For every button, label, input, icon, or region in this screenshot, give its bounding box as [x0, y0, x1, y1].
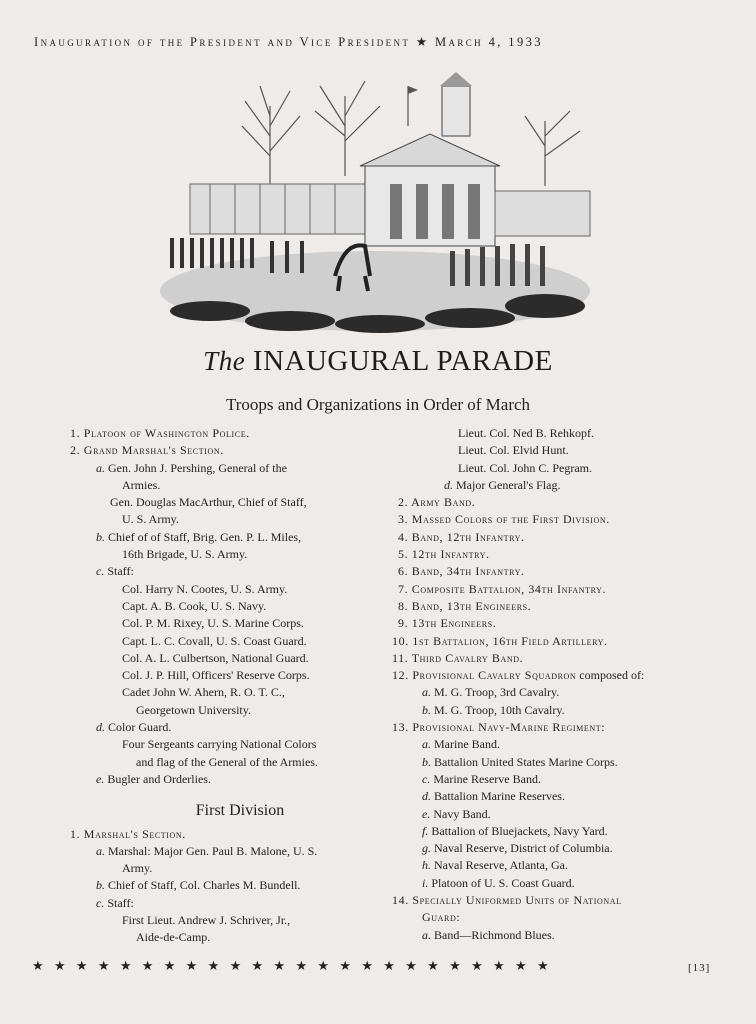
list-item: a. Band—Richmond Blues.: [422, 927, 555, 942]
list-item: Col. P. M. Rixey, U. S. Marine Corps.: [122, 616, 304, 631]
list-item: d. Major General's Flag.: [444, 477, 561, 492]
list-item: 2. Army Band.: [398, 495, 476, 510]
list-item: and flag of the General of the Armies.: [136, 754, 318, 769]
list-item: c. Marine Reserve Band.: [422, 771, 541, 786]
list-item: Georgetown University.: [136, 702, 251, 717]
list-item: a. Gen. John J. Pershing, General of the: [96, 460, 287, 475]
page-number: [13]: [688, 962, 711, 974]
right-column: [392, 425, 702, 944]
list-item: 14. Specially Uniformed Units of National: [392, 893, 622, 908]
list-item: 11. Third Cavalry Band.: [392, 650, 524, 665]
list-item: 4. Band, 12th Infantry.: [398, 529, 525, 544]
list-item: Cadet John W. Ahern, R. O. T. C.,: [122, 685, 285, 700]
list-item: Capt. A. B. Cook, U. S. Navy.: [122, 598, 267, 613]
list-item: b. Chief of Staff, Col. Charles M. Bundell.: [96, 878, 301, 893]
list-item: Lieut. Col. Elvid Hunt.: [458, 443, 569, 458]
list-item: 7. Composite Battalion, 34th Infantry.: [398, 581, 607, 596]
list-item: 1. Marshal's Section.: [70, 826, 186, 841]
list-item: a. M. G. Troop, 3rd Cavalry.: [422, 685, 560, 700]
title-main: INAUGURAL PARADE: [252, 345, 553, 377]
list-item: g. Naval Reserve, District of Columbia.: [422, 841, 613, 856]
list-item: e. Bugler and Orderlies.: [96, 771, 211, 786]
list-item: Lieut. Col. Ned B. Rehkopf.: [458, 426, 594, 440]
list-item: Armies.: [122, 477, 161, 492]
list-item: i. Platoon of U. S. Coast Guard.: [422, 875, 575, 890]
list-item: b. M. G. Troop, 10th Cavalry.: [422, 702, 565, 717]
left-column: [70, 425, 370, 947]
list-item: 1. Platoon of Washington Police.: [70, 426, 250, 440]
list-item: Four Sergeants carrying National Colors: [122, 737, 317, 752]
list-item: 8. Band, 13th Engineers.: [398, 598, 532, 613]
list-item: 13. Provisional Navy-Marine Regiment:: [392, 720, 606, 735]
title-the: The: [203, 346, 246, 376]
list-item: 3. Massed Colors of the First Division.: [398, 512, 610, 527]
list-item: f. Battalion of Bluejackets, Navy Yard.: [422, 823, 608, 838]
list-item: a. Marine Band.: [422, 737, 500, 752]
list-item: a. Marshal: Major Gen. Paul B. Malone, U. S.: [96, 843, 318, 858]
list-item: Aide-de-Camp.: [136, 930, 211, 945]
list-item: 6. Band, 34th Infantry.: [398, 564, 525, 579]
list-item: Capt. L. C. Covall, U. S. Coast Guard.: [122, 633, 307, 648]
list-item: U. S. Army.: [122, 512, 179, 527]
list-item: First Lieut. Andrew J. Schriver, Jr.,: [122, 913, 291, 928]
list-item: 2. Grand Marshal's Section.: [70, 443, 224, 458]
list-item: Col. Harry N. Cootes, U. S. Army.: [122, 581, 288, 596]
inauguration-illustration: [150, 66, 600, 334]
list-item: Col. A. L. Culbertson, National Guard.: [122, 650, 309, 665]
list-item: h. Naval Reserve, Atlanta, Ga.: [422, 858, 568, 873]
list-item: b. Battalion United States Marine Corps.: [422, 754, 618, 769]
list-item: Gen. Douglas MacArthur, Chief of Staff,: [110, 495, 307, 510]
list-item: 5. 12th Infantry.: [398, 547, 490, 562]
page-title: [0, 345, 756, 378]
list-item: d. Color Guard.: [96, 720, 172, 735]
list-item: 10. 1st Battalion, 16th Field Artillery.: [392, 633, 608, 648]
section-heading-first-division: First Division: [195, 802, 285, 820]
list-item: c. Staff:: [96, 895, 134, 910]
page-subtitle: Troops and Organizations in Order of March: [225, 395, 531, 414]
list-item: d. Battalion Marine Reserves.: [422, 789, 565, 804]
list-item: Guard:: [422, 910, 461, 925]
list-item: 12. Provisional Cavalry Squadron composed of:: [392, 668, 645, 683]
list-item: e. Navy Band.: [422, 806, 491, 821]
list-item: 16th Brigade, U. S. Army.: [122, 547, 248, 562]
footer-star-row: ★★★★★★★★★★★★★★★★★★★★★★★★: [32, 958, 559, 973]
list-item: Col. J. P. Hill, Officers' Reserve Corps.: [122, 668, 310, 683]
list-item: Army.: [122, 861, 153, 876]
list-item: Lieut. Col. John C. Pegram.: [458, 460, 592, 475]
list-item: 9. 13th Engineers.: [398, 616, 497, 631]
running-head: Inauguration of the President and Vice President ★ March 4, 1933: [34, 35, 543, 49]
list-item: b. Chief of of Staff, Brig. Gen. P. L. Miles,: [96, 529, 302, 544]
list-item: c. Staff:: [96, 564, 134, 579]
